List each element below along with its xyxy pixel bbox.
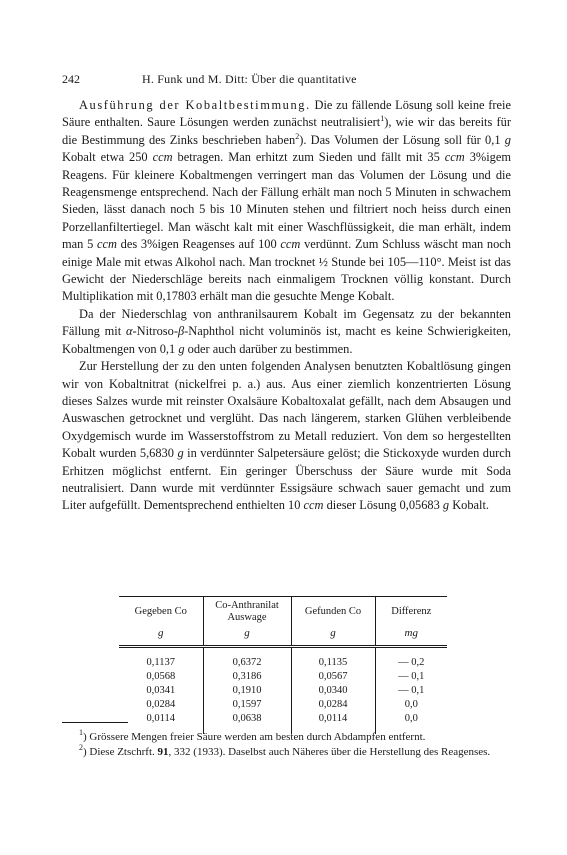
col-header-found: Gefunden Co [291, 597, 375, 628]
table-cell: 0,0 [404, 699, 418, 710]
paragraph-solution-prep: Zur Herstellung der zu den unten folgenden Analysen benutzten Kobaltlösung gingen wir von Kobaltnitrat (nickelfrei p. a.) aus. Aus einer ziemlich konzentrierten Lösung dieses Salzes wurde mit reinster Oxalsäure Kobaltoxalat gefällt, nach dem Absaugen und Auswaschen getrocknet und verglüht. Das nach längerem, starken Glühen verbleibende Oxydgemisch wurde im Wasserstoffstrom zu Metall reduziert. Von dem so hergestellten Kobalt wurden 5,6830 g in verdünnter Salpetersäure gelöst; die Stickoxyde wurden durch Erhitzen möglichst entfernt. Ein geringer Überschuss der Säure wurde mit Soda neutralisiert. Dann wurde mit verdünnter Essigsäure schwach sauer gemacht und zum Liter aufgefüllt. Dementsprechend enthielten 10 ccm dieser Lösung 0,05683 g Kobalt. [62, 359, 511, 513]
unit-cell: g [291, 627, 375, 647]
table-cell: 0,0341 [119, 684, 203, 698]
running-title: H. Funk und M. Ditt: Über die quantitative [142, 72, 357, 86]
table-cell: 0,0567 [291, 670, 375, 684]
table-unit-row [119, 627, 447, 647]
unit-cell: g [119, 627, 203, 647]
table-cell: 0,6372 [203, 656, 291, 670]
footnote-ref-2: 2 [295, 131, 300, 141]
col-header-difference: Differenz [375, 597, 447, 628]
unit-cell: g [203, 627, 291, 647]
page-number: 242 [62, 72, 80, 86]
table-cell: 0,0114 [291, 712, 375, 734]
table-row [119, 656, 447, 670]
section-heading: Ausführung der Kobaltbestimmung. [79, 98, 311, 112]
table-cell: — 0,1 [398, 671, 425, 682]
results-table [119, 596, 447, 734]
table-cell: 0,1137 [119, 656, 203, 670]
table-row [119, 670, 447, 684]
table-cell: 0,0638 [203, 712, 291, 734]
running-header [62, 72, 510, 88]
footnote-1: $^1$) Grössere Mengen freier Säure werden am besten durch Abdampfen entfernt. [79, 728, 426, 743]
table-cell: 0,1597 [203, 698, 291, 712]
table-header-row [119, 597, 447, 628]
volume-number: 91 [157, 746, 169, 758]
table-cell: — 0,2 [398, 657, 425, 668]
paragraph-precipitate: Da der Niederschlag von anthranilsaurem Kobalt im Gegensatz zu der bekannten Fällung mit α-Nitroso-β-Naphthol nicht voluminös ist, macht es keine Schwierigkeiten, Kobaltmengen von 0,1 g oder auch darüber zu bestimmen. [62, 306, 511, 356]
table-cell: — 0,1 [398, 685, 425, 696]
table-cell: 0,0284 [119, 698, 203, 712]
col-header-weight: Co-Anthranilat Auswage [203, 597, 291, 628]
table-cell: 0,1135 [291, 656, 375, 670]
body-text [62, 97, 511, 515]
table-row [119, 698, 447, 712]
table-cell: 0,0284 [291, 698, 375, 712]
paragraph-procedure: Ausführung der Kobaltbestimmung. Die zu fällende Lösung soll keine freie Säure enthalten. Saure Lösungen werden zunächst neutralisiert$^1$), wie wir das bereits für die Bestimmung des Zinks beschrieben haben$^2$). Das Volumen der Lösung soll für 0,1 g Kobalt etwa 250 ccm betragen. Man erhitzt zum Sieden und fällt mit 35 ccm 3%igem Reagens. Für kleinere Kobaltmengen verringert man das Volumen der Lösung und die Reagensmenge entsprechend. Nach der Fällung erhält man noch 5 Minuten in schwachem Sieden, lässt danach noch 5 bis 10 Minuten stehen und filtriert noch heiss durch einen Porzellanfiltertiegel. Man wäscht kalt mit einer Waschflüssigkeit, die man erhält, indem man 5 ccm des 3%igen Reagenses auf 100 ccm verdünnt. Zum Schluss wäscht man noch einige Male mit etwas Alkohol nach. Man trocknet ½ Stunde bei 105—110°. Meist ist das Gewicht der Niederschläge bereits nach einmaligem Trocknen völlig konstant. Durch Multiplikation mit 0,17803 erhält man die gesuchte Menge Kobalt. [62, 98, 512, 304]
col-header-given: Gegeben Co [119, 597, 203, 628]
table-cell: 0,0114 [119, 712, 203, 734]
table-cell: 0,1910 [203, 684, 291, 698]
table-cell: 0,0 [404, 713, 418, 724]
table-cell: 0,0568 [119, 670, 203, 684]
footnote-divider [62, 722, 128, 723]
table-cell: 0,0340 [291, 684, 375, 698]
footnote-ref-1: 1 [380, 114, 385, 124]
table-cell: 0,3186 [203, 670, 291, 684]
unit-cell: mg [375, 627, 447, 647]
footnote-2: $^2$) Diese Ztschrft. 91, 332 (1933). Daselbst auch Näheres über die Herstellung des Reagenses. [79, 743, 491, 758]
table-row [119, 684, 447, 698]
footnotes [62, 730, 511, 760]
